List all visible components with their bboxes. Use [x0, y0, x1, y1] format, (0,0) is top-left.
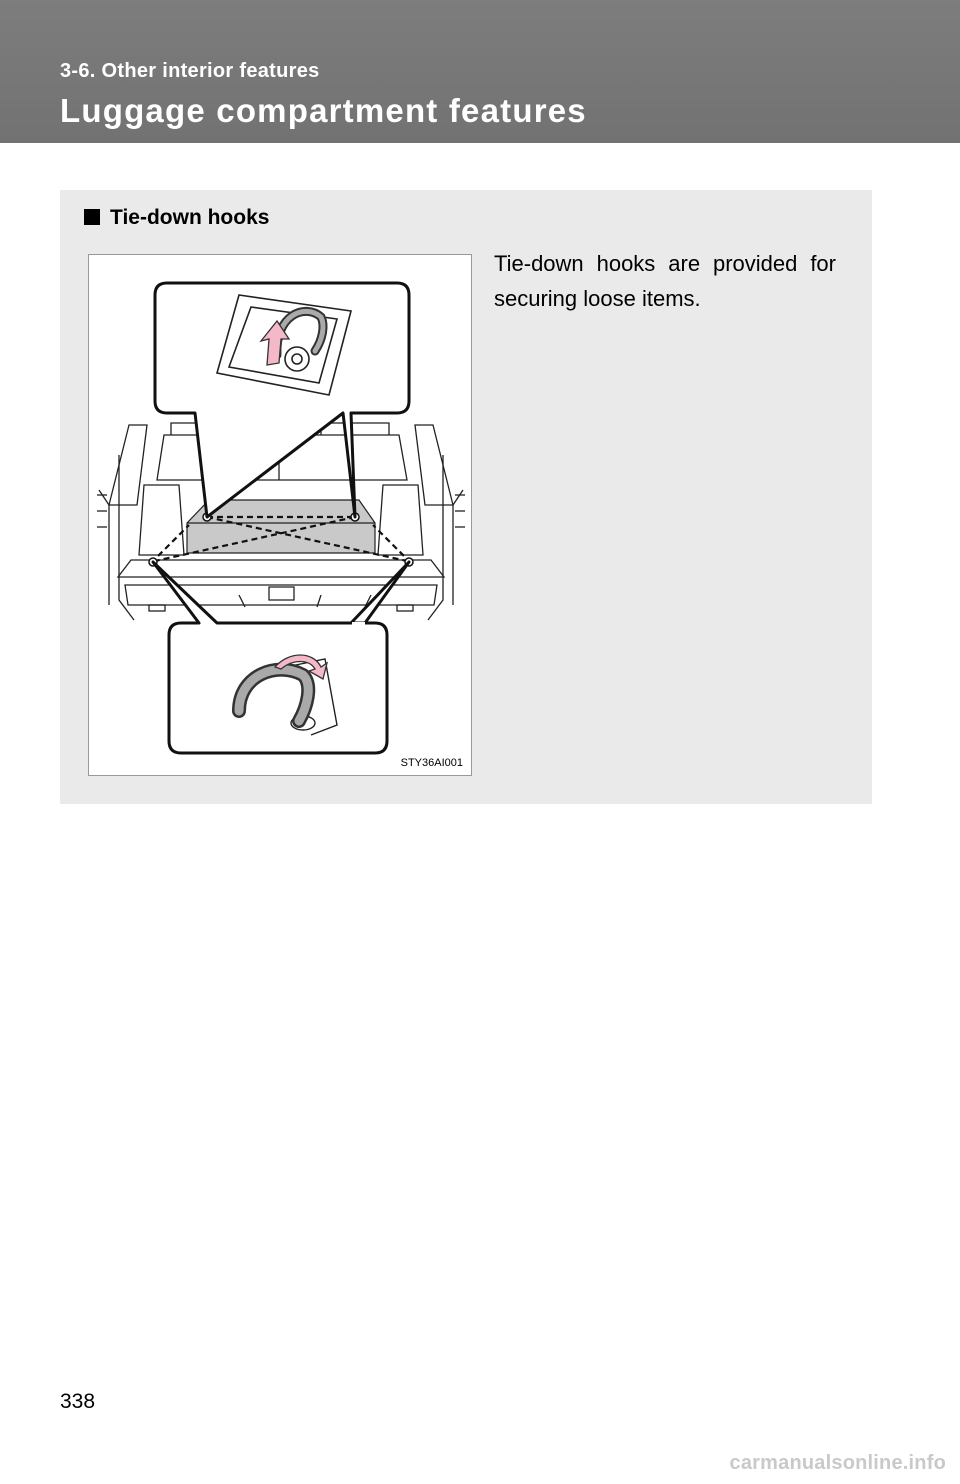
square-bullet-icon — [84, 209, 100, 225]
tie-down-hooks-illustration — [88, 254, 472, 776]
section-label: 3-6. Other interior features — [60, 60, 320, 82]
subheading-text: Tie-down hooks — [110, 206, 270, 229]
page-number: 338 — [60, 1390, 96, 1413]
page-header — [0, 0, 960, 143]
upper-hook-callout — [155, 283, 409, 517]
subheading — [84, 206, 269, 230]
content-panel — [60, 190, 872, 804]
body-text: Tie-down hooks are provided for securing loose items. — [494, 251, 836, 311]
illustration-drawing — [89, 255, 473, 777]
watermark: carmanualsonline.info — [729, 1452, 946, 1474]
figure-code: STY36AI001 — [400, 757, 463, 769]
lower-hook-callout — [153, 562, 387, 753]
page-title: Luggage compartment features — [60, 92, 587, 129]
